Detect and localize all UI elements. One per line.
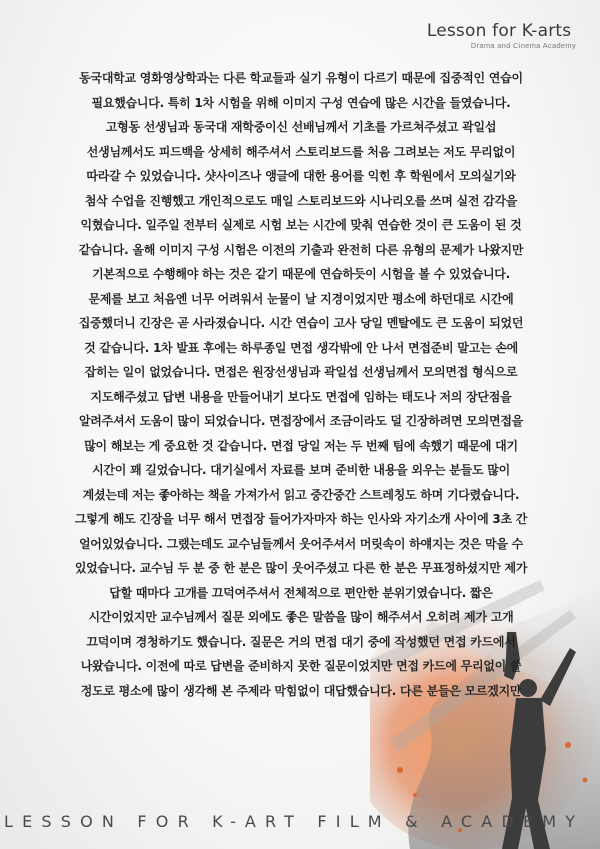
essay-body	[40, 66, 562, 703]
essay-line: 잡히는 일이 없었습니다. 면접은 원장선생님과 곽일섭 선생님께서 모의면접 형식으로	[84, 365, 518, 379]
essay-line: 나왔습니다. 이전에 따로 답변을 준비하지 못한 질문이었지만 면접 카드에 무리없이 쓸	[80, 659, 522, 673]
essay-line: 고형동 선생님과 동국대 재학중이신 선배님께서 기초를 가르쳐주셨고 곽일섭	[105, 120, 497, 134]
essay-line: 필요했습니다. 특히 1차 시험을 위해 이미지 구성 연습에 많은 시간을 들였습니다.	[91, 95, 511, 110]
essay-line: 답할 때마다 고개를 끄덕여주셔서 전체적으로 편안한 분위기였습니다. 짧은	[109, 585, 493, 600]
essay-line: 계셨는데 저는 좋아하는 책을 가져가서 읽고 중간중간 스트레칭도 하며 기다렸습니다.	[82, 487, 520, 502]
essay-line: 많이 해보는 게 중요한 것 같습니다. 면접 당일 저는 두 번째 팀에 속했기 때문에 대기	[84, 438, 518, 453]
essay-line: 문제를 보고 처음엔 너무 어려워서 눈물이 날 지경이었지만 평소에 하던대로 시간에	[88, 291, 514, 306]
brand-title: Lesson for K-arts	[426, 21, 572, 41]
essay-line: 집중했더니 긴장은 곧 사라졌습니다. 시간 연습이 고사 당일 멘탈에도 큰 도움이 되었던	[78, 316, 524, 330]
essay-line: 알려주셔서 도움이 많이 되었습니다. 면접장에서 조금이라도 덜 긴장하려면 모의면접을	[78, 414, 524, 428]
footer-banner: LESSON FOR K-ART FILM & ACADEMY	[4, 812, 585, 831]
essay-line: 끄덕이며 경청하기도 했습니다. 질문은 거의 면접 대기 중에 작성했던 면접 카드에서	[86, 634, 516, 649]
essay-line: 정도로 평소에 많이 생각해 본 주제라 막힘없이 대답했습니다. 다른 분들은 모르겠지만	[80, 683, 522, 698]
essay-line: 지도해주셨고 답변 내용을 만들어내기 보다도 면접에 임하는 태도나 저의 장단점을	[90, 389, 512, 404]
brand-logo	[427, 22, 576, 50]
essay-line: 시간이었지만 교수님께서 질문 외에도 좋은 말씀을 많이 해주셔서 오히려 제가 고개	[88, 610, 514, 624]
essay-line: 첨삭 수업을 진행했고 개인적으로도 매일 스토리보드와 시나리오를 쓰며 실전 감각을	[84, 193, 518, 208]
essay-line: 따라갈 수 있었습니다. 샷사이즈나 앵글에 대한 용어를 익힌 후 학원에서 모의실기와	[86, 169, 516, 183]
brand-subtitle: Drama and Cinema Academy	[470, 41, 576, 50]
essay-line: 동국대학교 영화영상학과는 다른 학교들과 실기 유형이 다르기 때문에 집중적인 연습이	[79, 71, 523, 85]
essay-line: 것 같습니다. 1차 발표 후에는 하루종일 면접 생각밖에 안 나서 면접준비 말고는 손에	[84, 340, 518, 355]
essay-line: 선생님께서도 피드백을 상세히 해주셔서 스토리보드를 처음 그려보는 저도 무리없이	[86, 144, 516, 159]
essay-line: 시간이 꽤 길었습니다. 대기실에서 자료를 보며 준비한 내용을 외우는 분들도 많이	[92, 463, 510, 477]
essay-line: 기본적으로 수행해야 하는 것은 같기 때문에 연습하듯이 시험을 볼 수 있었습니다.	[92, 267, 510, 281]
essay-line: 얼어있었습니다. 그랬는데도 교수님들께서 웃어주셔서 머릿속이 하얘지는 것은 막을 수	[78, 536, 524, 551]
essay-line: 그렇게 해도 긴장을 너무 해서 면접장 들어가자마자 하는 인사와 자기소개 사이에 3초 간	[74, 512, 528, 526]
essay-line: 있었습니다. 교수님 두 분 중 한 분은 많이 웃어주셨고 다른 한 분은 무표정하셨지만 제가	[74, 561, 528, 575]
essay-line: 같습니다. 올해 이미지 구성 시험은 이전의 기출과 완전히 다른 유형의 문제가 나왔지만	[78, 242, 524, 257]
essay-line: 익혔습니다. 일주일 전부터 실제로 시험 보는 시간에 맞춰 연습한 것이 큰 도움이 된 것	[80, 218, 522, 232]
